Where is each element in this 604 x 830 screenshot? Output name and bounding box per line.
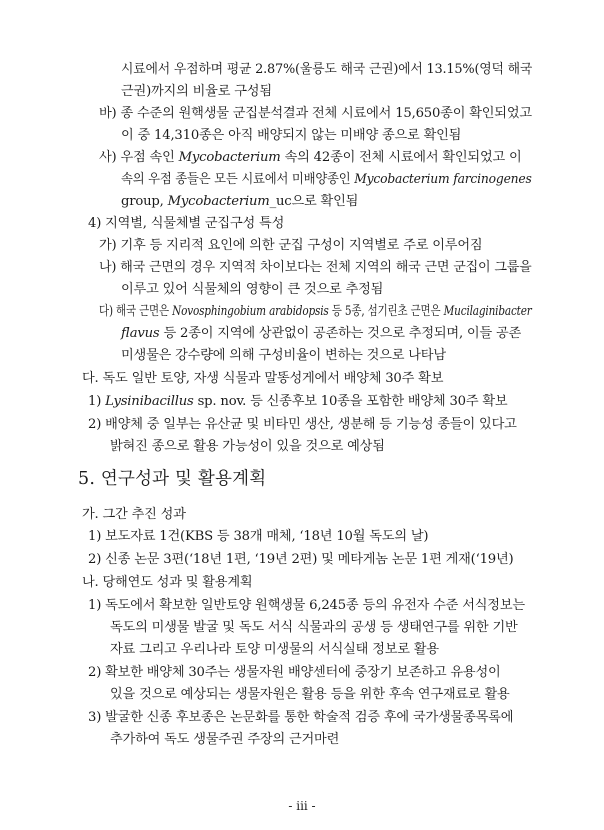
text-line bbox=[99, 258, 532, 278]
text-line bbox=[99, 236, 482, 256]
text-line bbox=[88, 527, 428, 547]
text-segment: 등 2종이 지역에 상관없이 공존하는 것으로 추정되며, 이들 공존 bbox=[159, 326, 522, 341]
text-segment: 등 5종, 섬기린초 근면은 bbox=[328, 304, 444, 319]
text-line bbox=[88, 663, 501, 683]
text-segment: 속의 우점 종들은 모든 시료에서 미배양종인 bbox=[121, 172, 355, 187]
text-segment: 1) 독도에서 확보한 일반토양 원핵생물 6,245종 등의 유전자 수준 서식정보는 bbox=[88, 598, 525, 613]
text-line bbox=[121, 346, 446, 366]
text-line bbox=[99, 302, 532, 322]
text-segment: 가. 그간 추진 성과 bbox=[82, 507, 186, 522]
text-line bbox=[121, 170, 532, 190]
italic-species-name: Mycobacterium bbox=[178, 150, 281, 165]
italic-species-name: Lysinibacillus bbox=[105, 394, 194, 409]
text-segment: 1) 보도자료 1건(KBS 등 38개 매체, ‘18년 10월 독도의 날) bbox=[88, 529, 429, 544]
text-segment: 자료 그리고 우리나라 토양 미생물의 서식실태 정보로 활용 bbox=[110, 642, 439, 657]
text-segment: 가) 기후 등 지리적 요인에 의한 군집 구성이 지역별로 주로 이루어짐 bbox=[99, 238, 483, 253]
text-line bbox=[82, 369, 443, 389]
text-segment: 속의 42종이 전체 시료에서 확인되었고 이 bbox=[280, 150, 522, 165]
text-line bbox=[110, 437, 385, 457]
text-line bbox=[110, 640, 439, 660]
text-line bbox=[88, 708, 513, 728]
italic-species-name: Mycobacterium farcinogenes bbox=[354, 172, 532, 187]
text-segment: 2) 배양체 중 일부는 유산균 및 비타민 생산, 생분해 등 기능성 종들이 있다고 bbox=[88, 417, 517, 432]
text-segment: 미생물은 강수량에 의해 구성비율이 변하는 것으로 나타남 bbox=[121, 348, 446, 363]
text-line bbox=[110, 730, 339, 750]
text-segment: 1) bbox=[88, 394, 106, 409]
text-line bbox=[121, 192, 358, 212]
text-segment: 2) 확보한 배양체 30주는 생물자원 배양센터에 중장기 보존하고 유용성이 bbox=[88, 665, 501, 680]
section-heading: 5. 연구성과 및 활용계획 bbox=[78, 469, 267, 489]
text-segment: 2) 신종 논문 3편(‘18년 1편, ‘19년 2편) 및 메타게놈 논문 1편 게재(‘19년) bbox=[88, 552, 514, 567]
text-segment: _uc으로 확인됨 bbox=[269, 194, 359, 209]
italic-species-name: flavus bbox=[121, 326, 160, 341]
text-line bbox=[88, 392, 507, 412]
text-segment: 바) 종 수준의 원핵생물 군집분석결과 전체 시료에서 15,650종이 확인되었고 bbox=[99, 106, 532, 121]
text-segment: 이 중 14,310종은 아직 배양되지 않는 미배양 종으로 확인됨 bbox=[121, 128, 462, 143]
text-segment: 다. 독도 일반 토양, 자생 식물과 말똥성게에서 배양체 30주 확보 bbox=[82, 371, 444, 386]
text-line bbox=[82, 573, 252, 593]
text-line bbox=[110, 618, 518, 638]
text-segment: 다) 해국 근면은 bbox=[99, 304, 173, 319]
text-line bbox=[121, 280, 383, 300]
text-segment: sp. nov. 등 신종후보 10종을 포함한 배양체 30주 확보 bbox=[193, 394, 508, 409]
text-line bbox=[88, 596, 525, 616]
text-segment: 시료에서 우점하며 평균 2.87%(울릉도 해국 근권)에서 13.15%(영덕 해국 bbox=[121, 62, 533, 77]
text-segment: 독도의 미생물 발굴 및 독도 서식 식물과의 공생 등 생태연구를 위한 기반 bbox=[110, 620, 518, 635]
text-segment: 추가하여 독도 생물주권 주장의 근거마련 bbox=[110, 732, 340, 747]
italic-species-name: Novosphingobium arabidopsis bbox=[172, 304, 329, 319]
text-segment: group, bbox=[121, 194, 168, 209]
text-segment: 있을 것으로 예상되는 생물자원은 활용 등을 위한 후속 연구재료로 활용 bbox=[110, 687, 510, 702]
text-segment: 근권)까지의 비율로 구성됨 bbox=[121, 84, 272, 99]
text-line bbox=[82, 505, 186, 525]
text-segment: 나. 당해연도 성과 및 활용계획 bbox=[82, 575, 253, 590]
text-line bbox=[121, 60, 532, 80]
text-line bbox=[110, 685, 510, 705]
text-line bbox=[121, 126, 461, 146]
text-line bbox=[99, 104, 532, 124]
text-line bbox=[88, 415, 517, 435]
text-line bbox=[99, 148, 522, 168]
text-line bbox=[88, 550, 513, 570]
text-line bbox=[121, 82, 272, 102]
text-segment: 나) 해국 근면의 경우 지역적 차이보다는 전체 지역의 해국 근면 군집이 그룹을 bbox=[99, 260, 532, 275]
text-line bbox=[121, 324, 521, 344]
italic-species-name: Mucilaginibacter bbox=[443, 304, 532, 319]
page-number: - iii - bbox=[288, 799, 316, 813]
italic-species-name: Mycobacterium bbox=[167, 194, 270, 209]
text-line bbox=[88, 214, 284, 234]
text-segment: 밝혀진 종으로 활용 가능성이 있을 것으로 예상됨 bbox=[110, 439, 385, 454]
text-segment: 이루고 있어 식물체의 영향이 큰 것으로 추정됨 bbox=[121, 282, 384, 297]
text-segment: 3) 발굴한 신종 후보종은 논문화를 통한 학술적 검증 후에 국가생물종목록에 bbox=[88, 710, 514, 725]
text-segment: 4) 지역별, 식물체별 군집구성 특성 bbox=[88, 216, 285, 231]
text-segment: 사) 우점 속인 bbox=[99, 150, 179, 165]
